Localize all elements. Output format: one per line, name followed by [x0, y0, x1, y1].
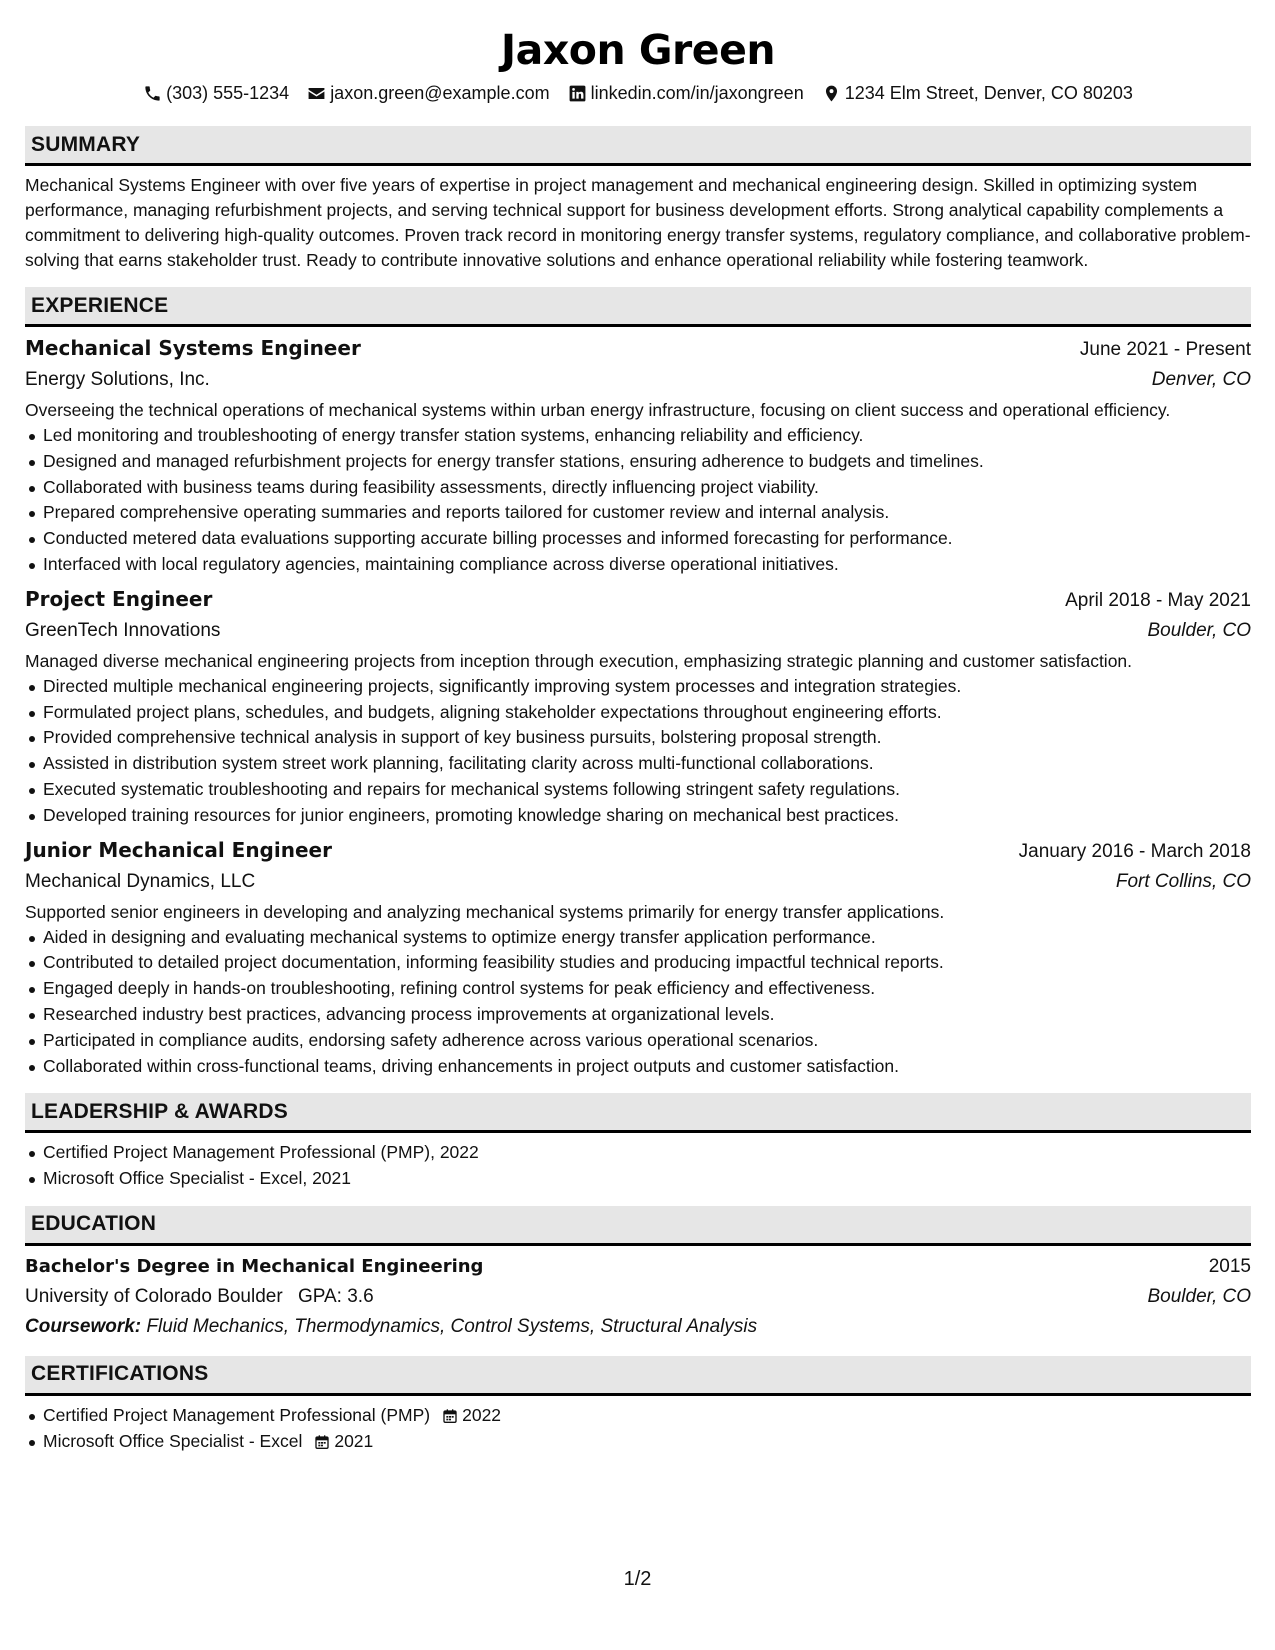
job-dates: January 2016 - March 2018: [1018, 840, 1251, 862]
job-bullets: [25, 423, 1251, 578]
experience-section: [25, 287, 1251, 1079]
email-text: jaxon.green@example.com: [330, 83, 550, 103]
list-item: Microsoft Office Specialist - Excel, 2021: [25, 1166, 1251, 1192]
resume-page: [25, 0, 1251, 1455]
linkedin-text: linkedin.com/in/jaxongreen: [590, 83, 804, 103]
degree-name: Bachelor's Degree in Mechanical Engineering: [25, 1255, 484, 1277]
list-item: Executed systematic troubleshooting and repairs for mechanical systems following stringent safety regulations.: [25, 777, 1251, 803]
school-name: University of Colorado Boulder: [25, 1285, 283, 1307]
list-item: Aided in designing and evaluating mechanical systems to optimize energy transfer application performance.: [25, 925, 1251, 951]
experience-heading: EXPERIENCE: [25, 287, 1251, 327]
job-dates: June 2021 - Present: [1079, 339, 1251, 360]
job-company: Mechanical Dynamics, LLC: [25, 870, 256, 892]
job-entry: [25, 835, 1251, 1080]
list-item: Engaged deeply in hands-on troubleshooting, refining control systems for peak efficiency and effectiveness.: [25, 976, 1251, 1002]
list-item: Interfaced with local regulatory agencies, maintaining compliance across diverse operational initiatives.: [25, 552, 1251, 578]
education-section: [25, 1206, 1251, 1342]
cert-year: 2022: [462, 1404, 502, 1425]
job-location: Denver, CO: [1151, 369, 1251, 390]
summary-heading: SUMMARY: [25, 126, 1251, 166]
job-dates: April 2018 - May 2021: [1065, 589, 1251, 611]
phone-text: (303) 555-1234: [166, 83, 290, 103]
job-location: Fort Collins, CO: [1115, 870, 1251, 892]
list-item: Developed training resources for junior engineers, promoting knowledge sharing on mechanical best practices.: [25, 803, 1251, 829]
awards-heading: LEADERSHIP & AWARDS: [25, 1093, 1251, 1133]
job-title: Mechanical Systems Engineer: [25, 336, 361, 360]
contact-phone[interactable]: [143, 80, 289, 106]
job-bullets: [25, 925, 1251, 1080]
list-item: Contributed to detailed project documentation, informing feasibility studies and producing impactful technical reports.: [25, 950, 1251, 976]
list-item: Participated in compliance audits, endorsing safety adherence across various operational scenarios.: [25, 1028, 1251, 1054]
job-location: Boulder, CO: [1147, 619, 1251, 641]
awards-section: [25, 1093, 1251, 1192]
certifications-list: [25, 1403, 1251, 1455]
list-item: Prepared comprehensive operating summaries and reports tailored for customer review and internal analysis.: [25, 500, 1251, 526]
certifications-heading: CERTIFICATIONS: [25, 1356, 1251, 1396]
job-description: Supported senior engineers in developing and analyzing mechanical systems primarily for energy transfer applications.: [25, 901, 945, 922]
page-number: 1/2: [623, 1568, 652, 1590]
awards-list: [25, 1140, 1251, 1192]
linkedin-icon: [568, 84, 587, 103]
job-title: Project Engineer: [25, 586, 213, 611]
gpa-text: GPA: 3.6: [297, 1285, 374, 1307]
cert-year: 2021: [334, 1430, 374, 1451]
summary-section: [25, 126, 1251, 273]
list-item: Assisted in distribution system street work planning, facilitating clarity across multi-functional collaborations.: [25, 751, 1251, 777]
list-item: [25, 1429, 1251, 1455]
list-item: Provided comprehensive technical analysis in support of key business pursuits, bolstering proposal strength.: [25, 725, 1251, 751]
list-item: Designed and managed refurbishment projects for energy transfer stations, ensuring adherence to budgets and timelines.: [25, 449, 1251, 475]
certifications-section: [25, 1356, 1251, 1455]
list-item: Collaborated within cross-functional teams, driving enhancements in project outputs and customer satisfaction.: [25, 1054, 1251, 1080]
job-entry: [25, 333, 1251, 578]
list-item: Conducted metered data evaluations supporting accurate billing processes and informed forecasting for performance.: [25, 526, 1251, 552]
list-item: Researched industry best practices, advancing process improvements at organizational levels.: [25, 1002, 1251, 1028]
cert-name: Microsoft Office Specialist - Excel: [43, 1430, 303, 1451]
coursework-list: Fluid Mechanics, Thermodynamics, Control Systems, Structural Analysis: [146, 1315, 758, 1337]
contact-bar: [25, 80, 1251, 106]
phone-icon: [143, 84, 162, 103]
job-entry: [25, 584, 1251, 829]
envelope-icon: [307, 84, 326, 103]
summary-text: Mechanical Systems Engineer with over five years of expertise in project management and mechanical engineering design. Skilled in optimizing system performance, managing refurbishment projects, and serving technical support for business development efforts. Strong analytical capability complements a commitment to delivering high-quality outcomes. Proven track record in monitoring energy transfer systems, regulatory compliance, and collaborative problem-solving that earns stakeholder trust. Ready to contribute innovative solutions and enhance operational reliability while fostering teamwork.: [25, 175, 1251, 270]
contact-address: [822, 80, 1133, 106]
job-description: Managed diverse mechanical engineering projects from inception through execution, emphasizing strategic planning and customer satisfaction.: [25, 650, 1133, 671]
contact-linkedin[interactable]: [568, 80, 804, 106]
job-title: Junior Mechanical Engineer: [25, 837, 332, 862]
job-company: Energy Solutions, Inc.: [25, 369, 210, 390]
job-company: GreenTech Innovations: [25, 619, 221, 641]
education-heading: EDUCATION: [25, 1206, 1251, 1246]
list-item: Formulated project plans, schedules, and budgets, aligning stakeholder expectations throughout engineering efforts.: [25, 700, 1251, 726]
list-item: Certified Project Management Professional (PMP), 2022: [25, 1140, 1251, 1166]
coursework-label: Coursework:: [25, 1315, 142, 1337]
job-bullets: [25, 674, 1251, 829]
calendar-icon: [442, 1408, 458, 1424]
address-text: 1234 Elm Street, Denver, CO 80203: [844, 83, 1133, 103]
school-location: Boulder, CO: [1147, 1285, 1251, 1307]
map-pin-icon: [822, 84, 841, 103]
list-item: Collaborated with business teams during feasibility assessments, directly influencing project viability.: [25, 475, 1251, 501]
contact-email[interactable]: [307, 80, 549, 106]
coursework: [25, 1312, 1251, 1342]
cert-name: Certified Project Management Professional (PMP): [43, 1404, 431, 1425]
list-item: Directed multiple mechanical engineering projects, significantly improving system processes and integration strategies.: [25, 674, 1251, 700]
list-item: [25, 1403, 1251, 1429]
candidate-name: Jaxon Green: [500, 26, 776, 74]
degree-year: 2015: [1208, 1255, 1251, 1277]
calendar-icon: [314, 1434, 330, 1450]
job-description: Overseeing the technical operations of mechanical systems within urban energy infrastructure, focusing on client success and operational efficiency.: [25, 400, 1171, 420]
list-item: Led monitoring and troubleshooting of energy transfer station systems, enhancing reliability and efficiency.: [25, 423, 1251, 449]
